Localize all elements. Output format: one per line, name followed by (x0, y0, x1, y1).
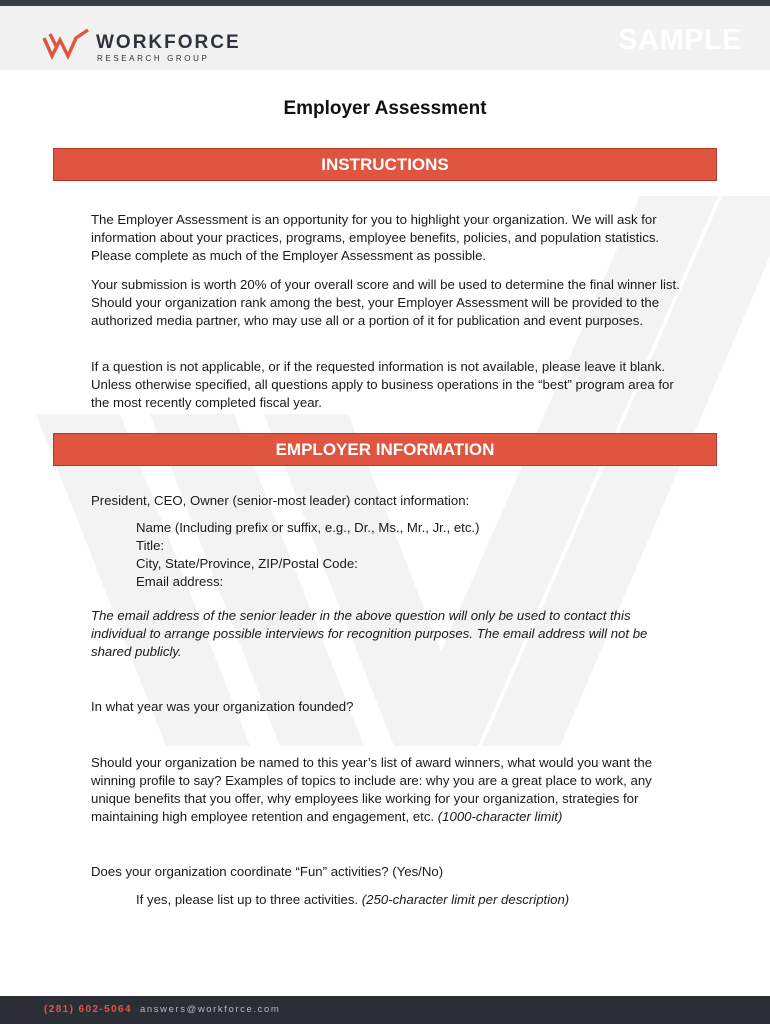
contact-field-name: Name (Including prefix or suffix, e.g., Dr., Ms., Mr., Jr., etc.) (136, 520, 480, 535)
contact-question: President, CEO, Owner (senior-most leader) contact information: (91, 493, 470, 508)
profile-question-text: Should your organization be named to this year’s list of award winners, what would you want the winning profile to say? Examples of topics to include are: why you are a great place to work, any unique benefits that you offer, why employees like working for your organization, strategies for maintaining high employee retention and engagement, etc. (91, 755, 653, 824)
brand-name: WORKFORCE (96, 32, 241, 53)
page-title: Employer Assessment (283, 98, 487, 119)
sample-stamp: SAMPLE (618, 24, 742, 56)
instructions-heading: INSTRUCTIONS (53, 148, 717, 181)
footer-phone: (281) 602-5064 (44, 1004, 132, 1015)
profile-question (91, 754, 683, 826)
fun-limit: (250-character limit per description) (361, 892, 570, 907)
workforce-logo-icon (42, 28, 92, 62)
founded-question: In what year was your organization founded? (91, 699, 354, 714)
contact-field-title: Title: (136, 538, 165, 553)
fun-followup (136, 891, 569, 909)
contact-field-email: Email address: (136, 574, 224, 589)
contact-field-location: City, State/Province, ZIP/Postal Code: (136, 556, 358, 571)
email-note: The email address of the senior leader in the above question will only be used to contact this individual to arrange possible interviews for recognition purposes. The email address will not be shared publicly. (91, 608, 648, 659)
fun-followup-text: If yes, please list up to three activities. (136, 892, 359, 907)
instructions-paragraph: Your submission is worth 20% of your overall score and will be used to determine the final winner list. Should your organization rank among the best, your Employer Assessment will be provided to the authorized media partner, who may use all or a portion of it for publication and event purposes. (91, 277, 680, 328)
footer-email: answers@workforce.com (140, 1004, 281, 1015)
footer-bar (0, 996, 770, 1024)
instructions-paragraph: The Employer Assessment is an opportunity for you to highlight your organization. We will ask for information about your practices, programs, employee benefits, policies, and population statistics. Please complete as much of the Employer Assessment as possible. (91, 212, 660, 263)
brand-tagline: RESEARCH GROUP (97, 54, 210, 63)
employer-info-heading: EMPLOYER INFORMATION (53, 433, 717, 466)
instructions-paragraph: If a question is not applicable, or if the requested information is not available, please leave it blank. Unless otherwise specified, all questions apply to business operations in the “best” program area for the most recently completed fiscal year. (91, 359, 674, 410)
profile-limit: (1000-character limit) (437, 809, 563, 824)
document-page (0, 6, 770, 1024)
fun-question: Does your organization coordinate “Fun” activities? (Yes/No) (91, 864, 444, 879)
